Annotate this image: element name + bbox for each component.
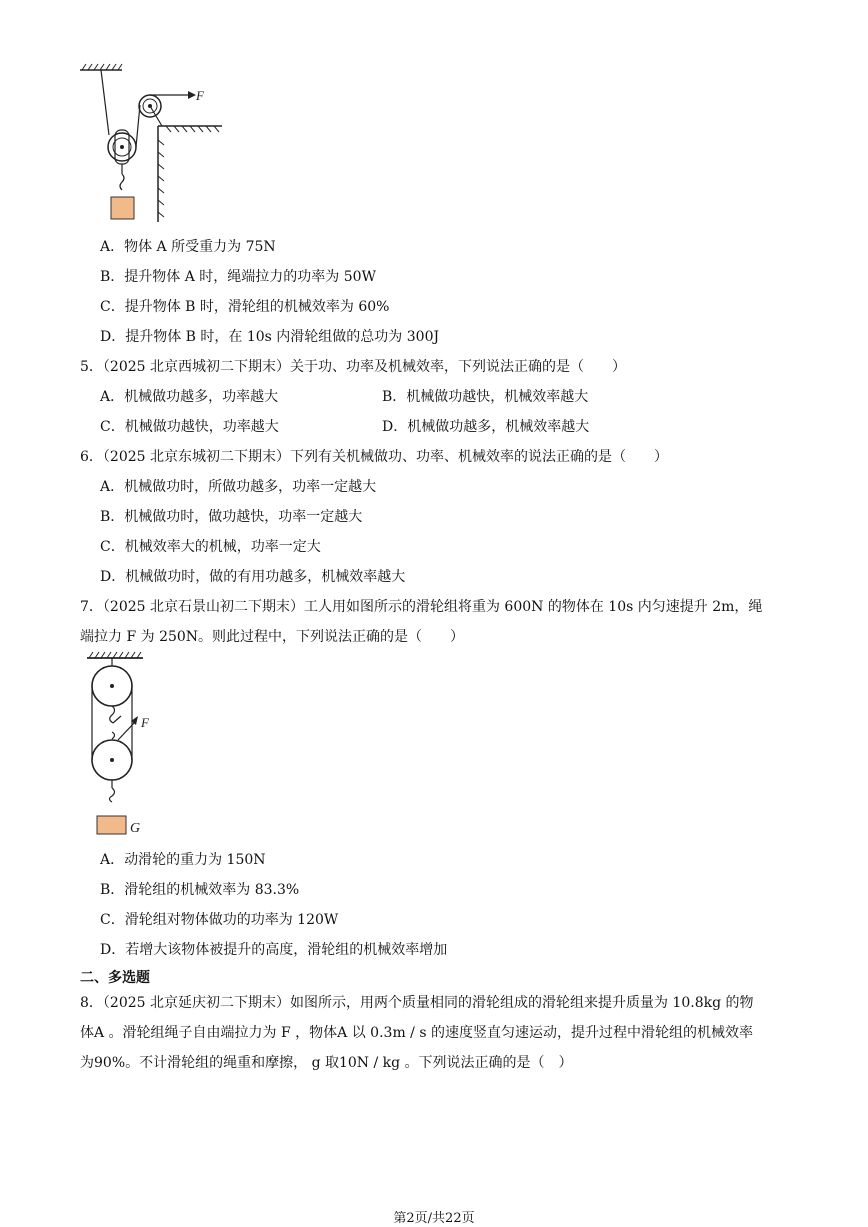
force-label-f1: F: [196, 88, 204, 103]
section-title-multiple-choice: 二、多选题: [80, 970, 150, 986]
page-number: 第2页/共22页: [393, 1211, 475, 1226]
load-block-1: [111, 197, 134, 219]
q7-stem-line2: 端拉力 F 为 250N。则此过程中，下列说法正确的是（ ）: [80, 629, 465, 645]
q6-stem: 6．（2025 北京东城初二下期末）下列有关机械做功、功率、机械效率的说法正确的是（ ）: [80, 449, 668, 465]
q7-option-d: D．若增大该物体被提升的高度，滑轮组的机械效率增加: [100, 942, 448, 958]
q8-line1: 8．（2025 北京延庆初二下期末）如图所示，用两个质量相同的滑轮组成的滑轮组来提升质量为 10.8kg 的物: [80, 995, 754, 1011]
q7-option-b: B．滑轮组的机械效率为 83.3%: [100, 882, 300, 898]
q4-option-a: A．物体 A 所受重力为 75N: [100, 239, 276, 255]
q4-option-c: C．提升物体 B 时，滑轮组的机械效率为 60%: [100, 299, 390, 315]
q4-option-b: B．提升物体 A 时，绳端拉力的功率为 50W: [100, 269, 376, 285]
weight-label-g: G: [130, 821, 141, 836]
q5-stem: 5．（2025 北京西城初二下期末）关于功、功率及机械效率，下列说法正确的是（ ）: [80, 359, 626, 375]
q6-option-a: A．机械做功时，所做功越多，功率一定越大: [100, 479, 377, 495]
q7-stem-line1: 7．（2025 北京石景山初二下期末）工人用如图所示的滑轮组将重为 600N 的物体在 10s 内匀速提升 2m，绳: [80, 599, 763, 615]
force-label-f2: F: [141, 715, 149, 730]
q7-option-a: A．动滑轮的重力为 150N: [100, 852, 266, 868]
q8-line3: 为90%。不计滑轮组的绳重和摩擦， g 取10N / kg 。下列说法正确的是（ ）: [80, 1055, 573, 1071]
q4-option-d: D．提升物体 B 时，在 10s 内滑轮组做的总功为 300J: [100, 329, 440, 345]
q6-option-d: D．机械做功时，做的有用功越多，机械效率越大: [100, 569, 406, 585]
q5-option-c: C．机械做功越快，功率越大: [100, 419, 279, 435]
load-block-2: [97, 816, 126, 834]
pulley-figure-1: [70, 60, 240, 230]
q5-option-b: B．机械做功越快，机械效率越大: [382, 389, 589, 405]
pulley-figure-2: [85, 650, 175, 840]
q8-line2: 体A 。滑轮组绳子自由端拉力为 F ，物体A 以 0.3m / s 的速度竖直匀速运动，提升过程中滑轮组的机械效率: [80, 1025, 753, 1041]
q6-option-c: C．机械效率大的机械，功率一定大: [100, 539, 321, 555]
q7-option-c: C．滑轮组对物体做功的功率为 120W: [100, 912, 339, 928]
q5-option-a: A．机械做功越多，功率越大: [100, 389, 279, 405]
q5-option-d: D．机械做功越多，机械效率越大: [382, 419, 590, 435]
q6-option-b: B．机械做功时，做功越快，功率一定越大: [100, 509, 363, 525]
